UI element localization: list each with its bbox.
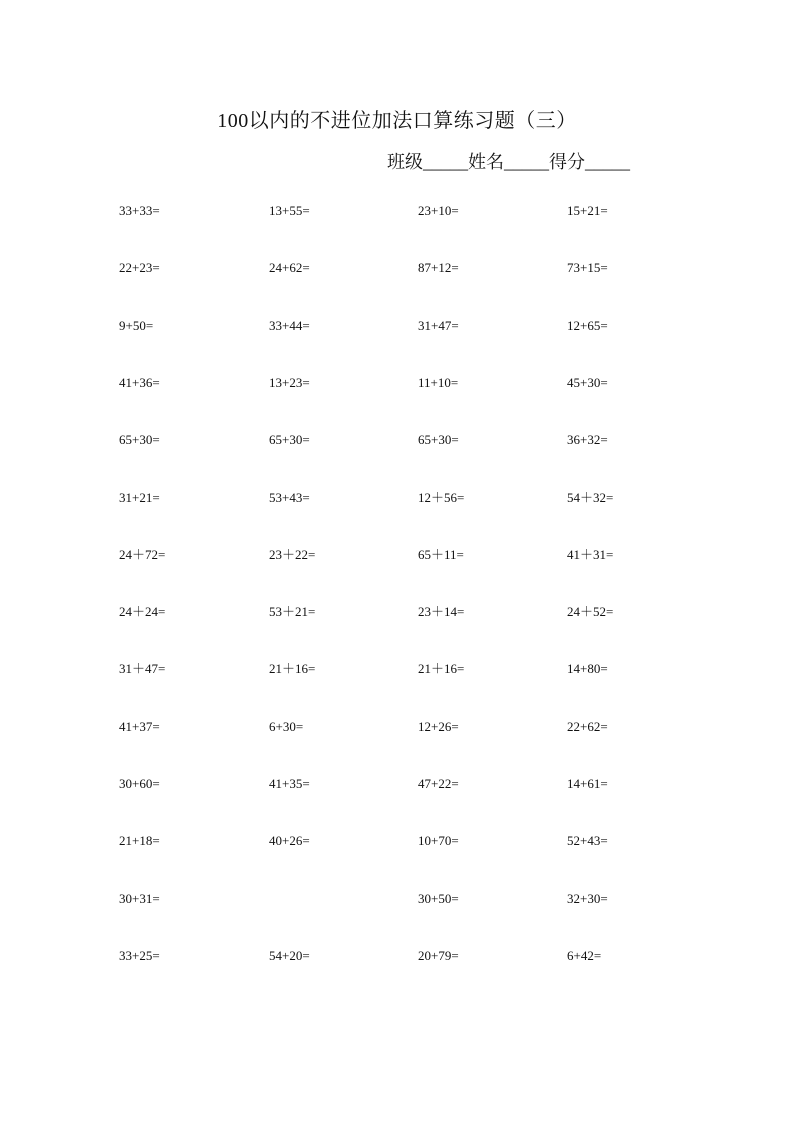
problem-item: 13+55= [269, 203, 310, 218]
problem-item: 30+31= [119, 891, 160, 906]
problem-item: 73+15= [567, 260, 608, 275]
problem-item: 33+44= [269, 318, 310, 333]
problem-item: 52+43= [567, 833, 608, 848]
problem-item: 10+70= [418, 833, 459, 848]
problem-item: 30+60= [119, 776, 160, 791]
problem-item: 31＋47= [119, 661, 166, 676]
problem-item: 87+12= [418, 260, 459, 275]
problem-item: 22+62= [567, 719, 608, 734]
problem-item: 21＋16= [269, 661, 316, 676]
problem-item: 24+62= [269, 260, 310, 275]
problem-item: 36+32= [567, 432, 608, 447]
problem-item: 12＋56= [418, 490, 465, 505]
problem-item: 53+43= [269, 490, 310, 505]
page-title: 100以内的不进位加法口算练习题（三） [217, 110, 577, 132]
problem-item: 65+30= [418, 432, 459, 447]
problem-item: 23＋22= [269, 547, 316, 562]
problem-item: 14+80= [567, 661, 608, 676]
problem-item: 41＋31= [567, 547, 614, 562]
problem-item: 6+30= [269, 719, 304, 734]
problem-item: 9+50= [119, 318, 154, 333]
problem-item: 24＋52= [567, 604, 614, 619]
problem-item: 41+37= [119, 719, 160, 734]
problem-item: 47+22= [418, 776, 459, 791]
problem-item: 54+20= [269, 948, 310, 963]
problem-item: 21+18= [119, 833, 160, 848]
problem-item: 45+30= [567, 375, 608, 390]
problem-item: 14+61= [567, 776, 608, 791]
problem-item: 31+47= [418, 318, 459, 333]
problem-item: 31+21= [119, 490, 160, 505]
problem-item: 32+30= [567, 891, 608, 906]
problem-item: 12+65= [567, 318, 608, 333]
problem-item: 24＋72= [119, 547, 166, 562]
problem-item: 33+25= [119, 948, 160, 963]
problem-item: 24＋24= [119, 604, 166, 619]
problem-item: 41+35= [269, 776, 310, 791]
problem-item: 65＋11= [418, 547, 464, 562]
problem-item: 54＋32= [567, 490, 614, 505]
problem-item: 15+21= [567, 203, 608, 218]
problem-item: 13+23= [269, 375, 310, 390]
problem-item: 22+23= [119, 260, 160, 275]
problem-item: 40+26= [269, 833, 310, 848]
problem-item: 21＋16= [418, 661, 465, 676]
problem-item: 41+36= [119, 375, 160, 390]
problem-item: 33+33= [119, 203, 160, 218]
problem-item: 65+30= [269, 432, 310, 447]
problem-item: 23+10= [418, 203, 459, 218]
problem-item: 20+79= [418, 948, 459, 963]
problem-item: 23＋14= [418, 604, 465, 619]
problem-item: 12+26= [418, 719, 459, 734]
problem-item: 65+30= [119, 432, 160, 447]
problem-item: 53＋21= [269, 604, 316, 619]
problem-item: 11+10= [418, 375, 459, 390]
problem-item: 30+50= [418, 891, 459, 906]
problem-item: 6+42= [567, 948, 602, 963]
student-info-line: 班级_____姓名_____得分_____ [387, 152, 630, 172]
